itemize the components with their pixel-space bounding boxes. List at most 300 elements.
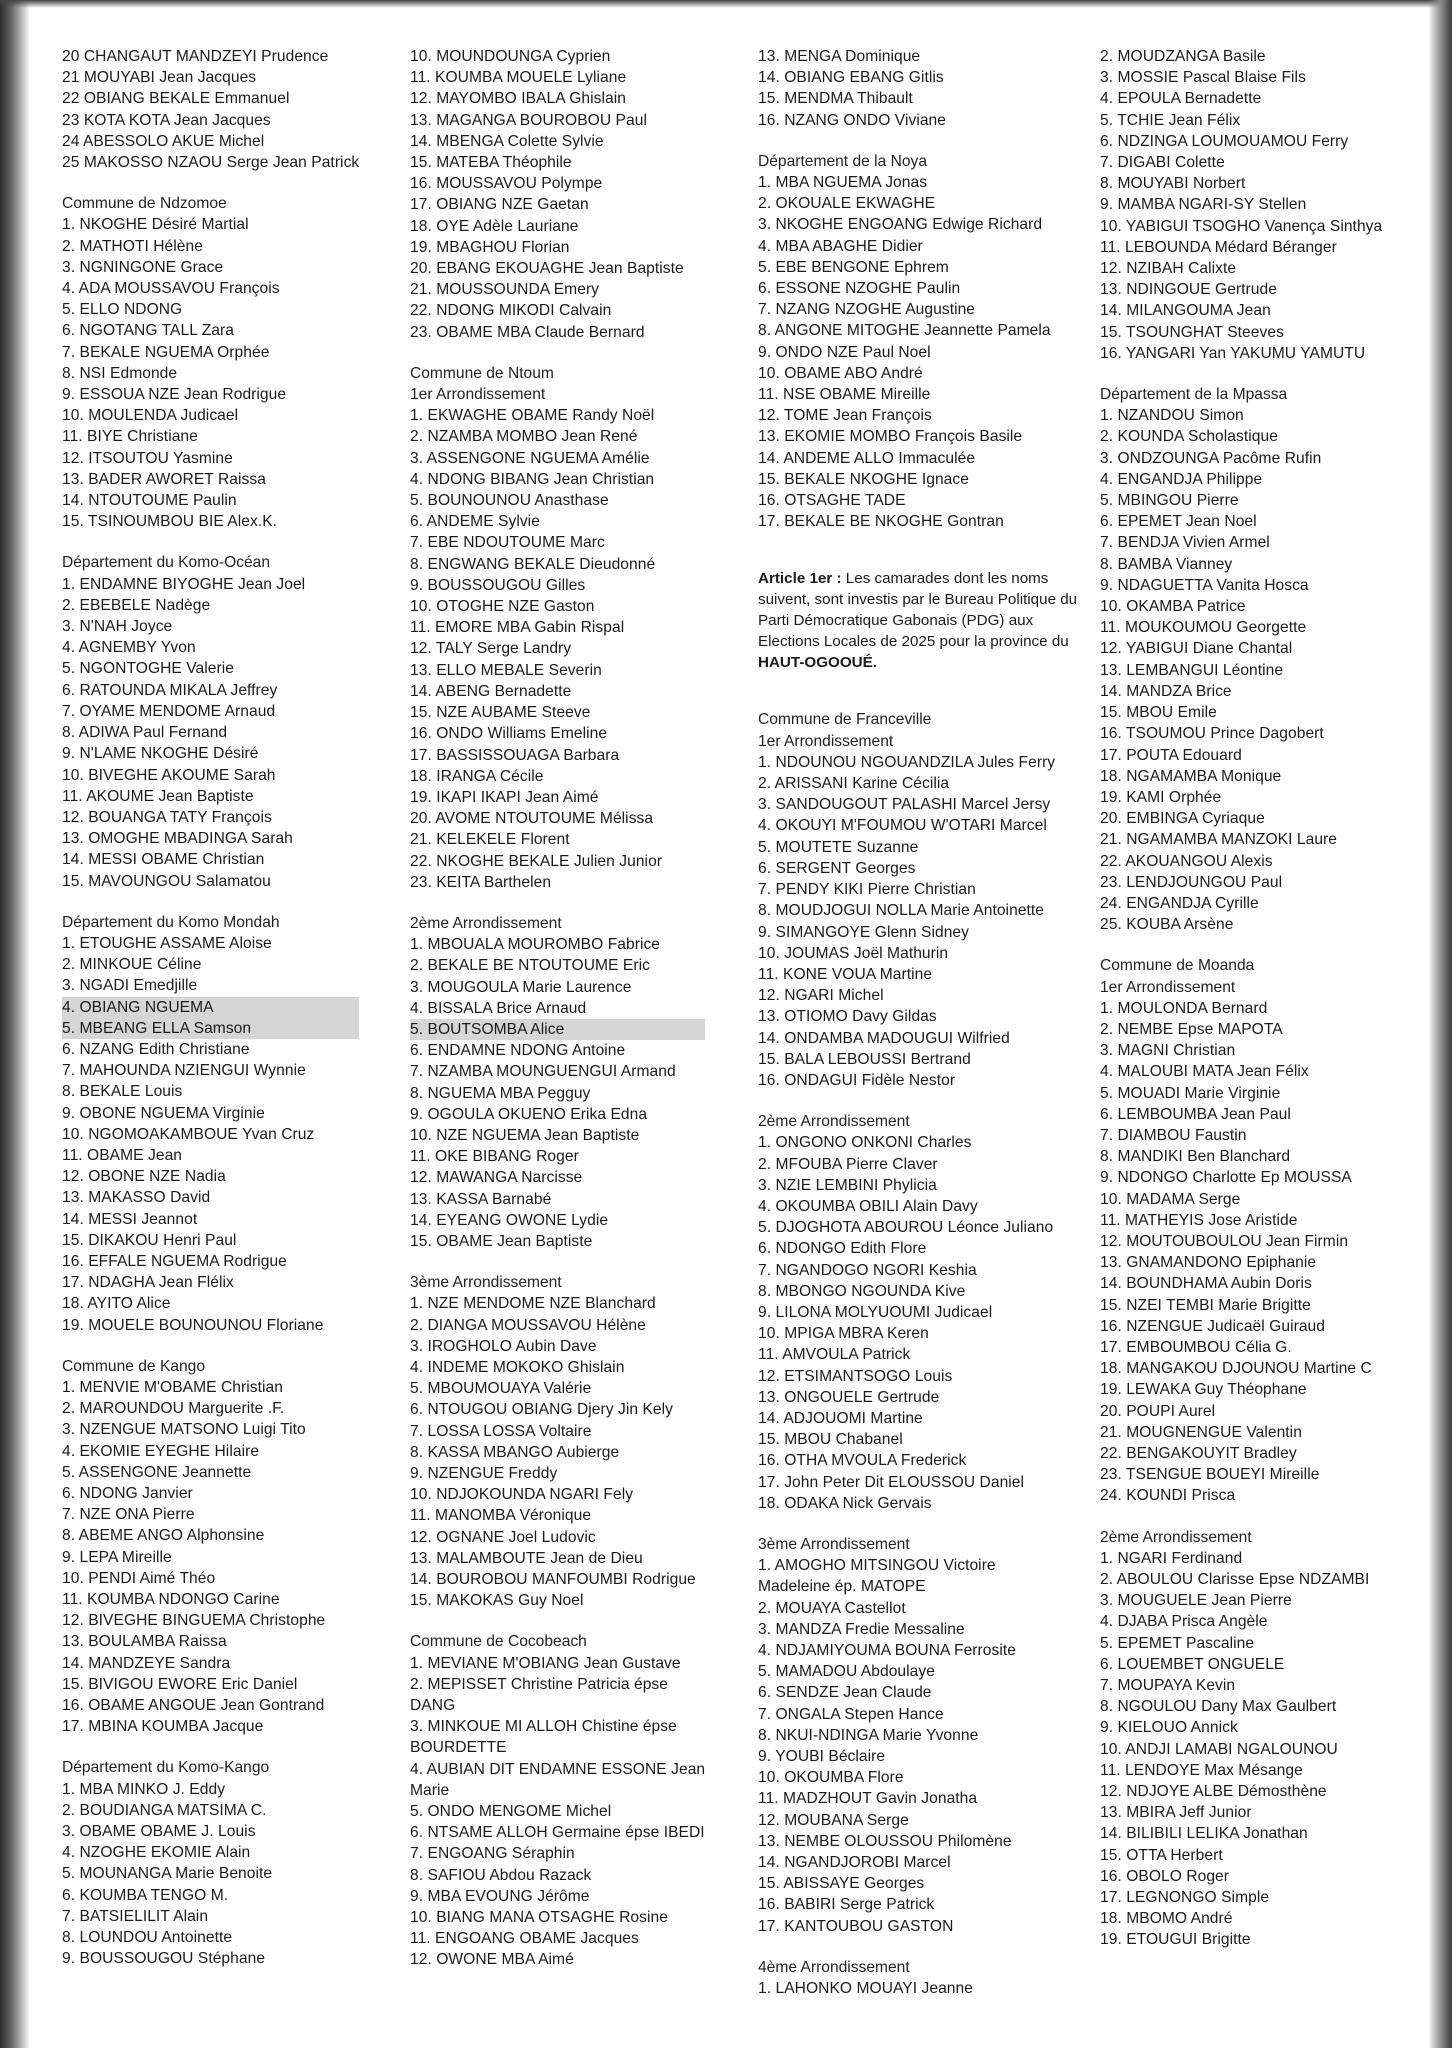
article-1-paragraph	[758, 568, 1078, 673]
candidate-entry: 14. ADJOUOMI Martine	[758, 1409, 923, 1427]
candidate-entry: 12. MAYOMBO IBALA Ghislain	[410, 90, 626, 108]
candidate-entry: 12. OBONE NZE Nadia	[62, 1168, 226, 1186]
candidate-entry: 1. AMOGHO MITSINGOU Victoire	[758, 1557, 996, 1575]
block-spacer	[1100, 1507, 1382, 1527]
candidate-entry: 9. MBA EVOUNG Jérôme	[410, 1887, 590, 1905]
candidate-entry: 7. LOSSA LOSSA Voltaire	[410, 1422, 592, 1440]
candidate-entry: 15. NZEI TEMBI Marie Brigitte	[1100, 1296, 1311, 1314]
candidate-entry: 19. MOUELE BOUNOUNOU Floriane	[62, 1316, 324, 1334]
candidate-entry: 18. IRANGA Cécile	[410, 767, 544, 785]
candidate-entry: 11. AMVOULA Patrick	[758, 1346, 911, 1364]
candidate-entry: 16. BABIRI Serge Patrick	[758, 1896, 935, 1914]
candidate-entry: 13. MENGA Dominique	[758, 48, 921, 65]
candidate-entry: 16. OBOLO Roger	[1100, 1867, 1230, 1885]
candidate-entry: 10. YABIGUI TSOGHO Vanença Sinthya	[1100, 217, 1383, 235]
candidate-entry: 8. MBONGO NGOUNDA Kive	[758, 1282, 966, 1300]
candidate-entry: 8. KASSA MBANGO Aubierge	[410, 1443, 620, 1461]
candidate-entry: 6. LOUEMBET ONGUELE	[1100, 1655, 1285, 1673]
block-spacer	[62, 173, 359, 193]
candidate-entry: 6. NTOUGOU OBIANG Djery Jin Kely	[410, 1401, 673, 1419]
candidate-entry: 4. ENGANDJA Philippe	[1100, 470, 1263, 488]
candidate-entry: 9. NZENGUE Freddy	[410, 1465, 558, 1482]
candidate-entry: 1. ONGONO ONKONI Charles	[758, 1134, 972, 1152]
candidate-entry: 6. NDONG Janvier	[62, 1485, 193, 1502]
candidate-entry: 23. OBAME MBA Claude Bernard	[410, 323, 645, 341]
candidate-entry: 2. NZAMBA MOMBO Jean René	[410, 428, 638, 446]
candidate-entry: 10. NZE NGUEMA Jean Baptiste	[410, 1126, 640, 1144]
candidate-entry: 5. ONDO MENGOME Michel	[410, 1803, 612, 1821]
candidate-entry: 1. MBOUALA MOUROMBO Fabrice	[410, 936, 661, 954]
candidate-entry: 12. NGARI Michel	[758, 987, 884, 1005]
candidate-entry: Marie	[410, 1781, 450, 1799]
section-heading: Commune de Kango	[62, 1357, 206, 1375]
list-block	[410, 1631, 705, 1970]
candidate-entry: 11. LEBOUNDA Médard Béranger	[1100, 238, 1337, 256]
block-spacer	[758, 1514, 1078, 1534]
candidate-entry: 10. NDJOKOUNDA NGARI Fely	[410, 1486, 634, 1504]
candidate-entry: 24 ABESSOLO AKUE Michel	[62, 132, 265, 150]
article-text: Les camarades dont les noms suivent, sont investis par le Bureau Politique du Parti Démocratique Gabonais (PDG) aux Elections Locales de 2025 pour la province du	[758, 570, 1078, 651]
candidate-entry: 11. OBAME Jean	[62, 1146, 183, 1164]
list-block	[1100, 955, 1382, 1506]
candidate-entry: 2. MEPISSET Christine Patricia épse	[410, 1675, 668, 1693]
candidate-entry: 2. MOUDZANGA Basile	[1100, 48, 1266, 65]
candidate-entry: 12. MOUTOUBOULOU Jean Firmin	[1100, 1232, 1349, 1250]
block-spacer	[410, 1252, 705, 1272]
block-spacer	[758, 1937, 1078, 1957]
candidate-entry: 16. NZENGUE Judicaël Guiraud	[1100, 1317, 1326, 1335]
candidate-entry: 14. EYEANG OWONE Lydie	[410, 1211, 609, 1229]
candidate-entry: 2. NEMBE Epse MAPOTA	[1100, 1020, 1283, 1038]
candidate-entry: 9. YOUBI Béclaire	[758, 1748, 886, 1766]
candidate-entry: 12. NZIBAH Calixte	[1100, 260, 1237, 278]
candidate-entry: 6. SERGENT Georges	[758, 859, 916, 877]
candidate-entry: 10. MPIGA MBRA Keren	[758, 1325, 929, 1343]
candidate-entry: 16. TSOUMOU Prince Dagobert	[1100, 725, 1324, 743]
list-block	[62, 193, 359, 532]
candidate-entry: 5. EPEMET Pascaline	[1100, 1634, 1255, 1652]
candidate-entry: 2. MATHOTI Hélène	[62, 237, 203, 255]
candidate-entry: 2. BOUDIANGA MATSIMA C.	[62, 1801, 267, 1819]
candidate-entry: 4. OBIANG NGUEMA	[62, 997, 359, 1018]
candidate-entry: 4. NZOGHE EKOMIE Alain	[62, 1844, 251, 1862]
candidate-entry: 8. MOUDJOGUI NOLLA Marie Antoinette	[758, 902, 1045, 920]
candidate-entry: 7. MOUPAYA Kevin	[1100, 1677, 1236, 1695]
block-spacer	[410, 343, 705, 363]
candidate-entry: 3. MAGNI Christian	[1100, 1042, 1236, 1060]
candidate-entry: 11. MADZHOUT Gavin Jonatha	[758, 1790, 978, 1808]
candidate-entry: 4. INDEME MOKOKO Ghislain	[410, 1358, 625, 1376]
candidate-entry: 9. NDONGO Charlotte Ep MOUSSA	[1100, 1169, 1352, 1187]
section-heading: Commune de Franceville	[758, 711, 932, 729]
candidate-entry: 21. KELEKELE Florent	[410, 831, 570, 849]
candidate-entry: 1. NKOGHE Désiré Martial	[62, 216, 249, 234]
candidate-entry: 16. YANGARI Yan YAKUMU YAMUTU	[1100, 344, 1366, 362]
candidate-entry: 20. EBANG EKOUAGHE Jean Baptiste	[410, 260, 684, 278]
section-subheading: 1er Arrondissement	[1100, 978, 1236, 996]
candidate-entry: 8. NGUEMA MBA Pegguy	[410, 1084, 591, 1102]
candidate-entry: 15. MBOU Chabanel	[758, 1431, 903, 1449]
candidate-entry: 5. MBEANG ELLA Samson	[62, 1018, 359, 1039]
candidate-entry: 24. KOUNDI Prisca	[1100, 1487, 1236, 1505]
candidate-entry: 20. EMBINGA Cyriaque	[1100, 810, 1265, 828]
candidate-entry: 8. NKUI-NDINGA Marie Yvonne	[758, 1726, 979, 1744]
candidate-entry: 3. OBAME OBAME J. Louis	[62, 1823, 256, 1841]
candidate-entry: 7. DIGABI Colette	[1100, 154, 1225, 172]
block-spacer	[1100, 935, 1382, 955]
candidate-entry: 4. OKOUYI M'FOUMOU W'OTARI Marcel	[758, 817, 1047, 835]
candidate-entry: 11. ENGOANG OBAME Jacques	[410, 1930, 639, 1948]
article-province: HAUT-OGOOUÉ.	[758, 654, 877, 672]
scan-top-edge	[0, 0, 1452, 8]
list-block	[758, 1957, 1078, 1999]
candidate-entry: 18. AYITO Alice	[62, 1295, 171, 1313]
candidate-entry: 8. MANDIKI Ben Blanchard	[1100, 1148, 1291, 1166]
candidate-entry: 12. NDJOYE ALBE Démosthène	[1100, 1783, 1327, 1801]
candidate-entry: 9. KIELOUO Annick	[1100, 1719, 1238, 1737]
block-spacer	[758, 689, 1078, 709]
candidate-entry: 2. ARISSANI Karine Cécilia	[758, 775, 950, 793]
candidate-entry: 19. KAMI Orphée	[1100, 788, 1222, 806]
candidate-entry: 5. DJOGHOTA ABOUROU Léonce Juliano	[758, 1219, 1054, 1237]
candidate-entry: 2. MOUAYA Castellot	[758, 1599, 906, 1617]
candidate-entry: 24. ENGANDJA Cyrille	[1100, 894, 1259, 912]
candidate-entry: 17. POUTA Edouard	[1100, 746, 1242, 764]
candidate-entry: 14. ANDEME ALLO Immaculée	[758, 449, 976, 467]
candidate-entry: 18. MANGAKOU DJOUNOU Martine C	[1100, 1360, 1372, 1378]
candidate-entry: 11. MANOMBA Véronique	[410, 1507, 592, 1525]
candidate-entry: 23 KOTA KOTA Jean Jacques	[62, 111, 271, 129]
candidate-entry: 10. BIVEGHE AKOUME Sarah	[62, 766, 276, 784]
candidate-entry: 6. EPEMET Jean Noel	[1100, 513, 1257, 531]
candidate-entry: 4. BISSALA Brice Arnaud	[410, 999, 587, 1017]
candidate-entry: 6. NDZINGA LOUMOUAMOU Ferry	[1100, 132, 1349, 150]
candidate-entry: 15. BALA LEBOUSSI Bertrand	[758, 1050, 971, 1068]
candidate-entry: 6. ANDEME Sylvie	[410, 513, 540, 531]
candidate-entry: 8. BEKALE Louis	[62, 1083, 183, 1101]
candidate-entry: 13. NEMBE OLOUSSOU Philomène	[758, 1832, 1012, 1850]
candidate-entry: 1. MENVIE M'OBAME Christian	[62, 1378, 283, 1396]
candidate-entry: 10. OBAME ABO André	[758, 364, 923, 382]
candidate-entry: 7. EBE NDOUTOUME Marc	[410, 534, 605, 552]
candidate-entry: 17. BEKALE BE NKOGHE Gontran	[758, 513, 1004, 531]
candidate-entry: 12. ETSIMANTSOGO Louis	[758, 1367, 953, 1385]
candidate-entry: 16. OTSAGHE TADE	[758, 492, 906, 510]
candidate-entry: 17. John Peter Dit ELOUSSOU Daniel	[758, 1473, 1025, 1491]
candidate-entry: 13. OMOGHE MBADINGA Sarah	[62, 830, 293, 848]
candidate-entry: 10. JOUMAS Joël Mathurin	[758, 944, 949, 962]
candidate-entry: 5. TCHIE Jean Félix	[1100, 111, 1241, 129]
candidate-entry: 13. ELLO MEBALE Severin	[410, 661, 602, 679]
list-block	[410, 46, 705, 343]
candidate-entry: 12. MAWANGA Narcisse	[410, 1169, 583, 1187]
candidate-entry: 19. MBAGHOU Florian	[410, 238, 570, 256]
candidate-entry: 25 MAKOSSO NZAOU Serge Jean Patrick	[62, 154, 360, 172]
candidate-entry: 14. MILANGOUMA Jean	[1100, 302, 1271, 320]
candidate-entry: 3. MANDZA Fredie Messaline	[758, 1620, 965, 1638]
section-heading: 3ème Arrondissement	[758, 1535, 910, 1553]
candidate-entry: 9. N'LAME NKOGHE Désiré	[62, 745, 259, 763]
block-spacer	[410, 893, 705, 913]
section-heading: Département du Komo Mondah	[62, 913, 280, 931]
candidate-entry: 9. OGOULA OKUENO Erika Edna	[410, 1105, 648, 1123]
candidate-entry: 19. LEWAKA Guy Théophane	[1100, 1381, 1307, 1399]
section-heading: 3ème Arrondissement	[410, 1274, 562, 1292]
candidate-entry: 5. BOUTSOMBA Alice	[410, 1019, 705, 1040]
candidate-entry: DANG	[410, 1697, 456, 1715]
candidate-entry: 2. ABOULOU Clarisse Epse NDZAMBI	[1100, 1571, 1370, 1589]
candidate-entry: 9. LILONA MOLYUOUMI Judicael	[758, 1303, 993, 1321]
block-spacer	[62, 892, 359, 912]
candidate-entry: 17. EMBOUMBOU Célia G.	[1100, 1338, 1292, 1356]
list-block	[62, 1356, 359, 1738]
list-block	[410, 1272, 705, 1611]
list-block	[62, 552, 359, 891]
candidate-entry: 12. MOUBANA Serge	[758, 1811, 909, 1829]
candidate-entry: 2. MAROUNDOU Marguerite .F.	[62, 1400, 285, 1418]
candidate-entry: 17. NDAGHA Jean Flélix	[62, 1274, 234, 1292]
candidate-entry: 8. SAFIOU Abdou Razack	[410, 1866, 592, 1884]
section-heading: Département de la Mpassa	[1100, 386, 1288, 404]
candidate-entry: 5. ASSENGONE Jeannette	[62, 1463, 252, 1481]
candidate-entry: 21. MOUSSOUNDA Emery	[410, 281, 600, 299]
candidate-entry: 14. NTOUTOUME Paulin	[62, 492, 237, 510]
candidate-entry: 11. KONE VOUA Martine	[758, 965, 933, 983]
candidate-entry: 11. EMORE MBA Gabin Rispal	[410, 619, 625, 637]
candidate-entry: 7. NZE ONA Pierre	[62, 1506, 195, 1524]
candidate-entry: 13. BADER AWORET Raissa	[62, 470, 266, 488]
candidate-entry: 2. MFOUBA Pierre Claver	[758, 1155, 938, 1173]
candidate-entry: 12. BOUANGA TATY François	[62, 808, 272, 826]
candidate-entry: 5. ELLO NDONG	[62, 301, 183, 319]
candidate-entry: 3. MOSSIE Pascal Blaise Fils	[1100, 69, 1306, 87]
candidate-entry: 4. AUBIAN DIT ENDAMNE ESSONE Jean	[410, 1760, 706, 1778]
candidate-entry: 9. LEPA Mireille	[62, 1548, 172, 1566]
candidate-entry: 10. MADAMA Serge	[1100, 1190, 1241, 1208]
candidate-entry: 13. MAKASSO David	[62, 1189, 211, 1207]
section-heading: Commune de Ndzomoe	[62, 195, 227, 213]
candidate-entry: 21. NGAMAMBA MANZOKI Laure	[1100, 831, 1338, 849]
block-spacer	[1100, 364, 1382, 384]
candidate-entry: 1. NZE MENDOME NZE Blanchard	[410, 1295, 656, 1313]
candidate-entry: 20. POUPI Aurel	[1100, 1402, 1216, 1420]
candidate-entry: 14. MBENGA Colette Sylvie	[410, 132, 604, 150]
section-heading: Commune de Ntoum	[410, 364, 554, 382]
candidate-entry: Madeleine ép. MATOPE	[758, 1578, 926, 1596]
candidate-entry: 11. KOUMBA MOUELE Lyliane	[410, 69, 627, 87]
candidate-entry: 1. MEVIANE M'OBIANG Jean Gustave	[410, 1654, 681, 1672]
candidate-entry: 14. OBIANG EBANG Gitlis	[758, 69, 944, 87]
block-spacer	[758, 1091, 1078, 1111]
candidate-entry: 13. MBIRA Jeff Junior	[1100, 1804, 1252, 1822]
candidate-entry: 10. OTOGHE NZE Gaston	[410, 598, 595, 616]
candidate-entry: 7. BATSIELILIT Alain	[62, 1907, 209, 1925]
candidate-entry: 10. PENDI Aimé Théo	[62, 1569, 216, 1587]
candidate-entry: 13. KASSA Barnabé	[410, 1190, 552, 1208]
section-heading: 2ème Arrondissement	[1100, 1528, 1252, 1546]
candidate-entry: 6. LEMBOUMBA Jean Paul	[1100, 1105, 1291, 1123]
candidate-entry: 6. NTSAME ALLOH Germaine épse IBEDI	[410, 1824, 705, 1842]
section-heading: Département du Komo-Kango	[62, 1759, 270, 1777]
candidate-entry: 22 OBIANG BEKALE Emmanuel	[62, 90, 290, 108]
candidate-entry: 11. AKOUME Jean Baptiste	[62, 787, 254, 805]
candidate-entry: 11. LENDOYE Max Mésange	[1100, 1761, 1303, 1779]
candidate-entry: 23. LENDJOUNGOU Paul	[1100, 873, 1283, 891]
list-block	[1100, 1527, 1382, 1951]
list-block	[758, 46, 1078, 131]
candidate-entry: 1. MBA NGUEMA Jonas	[758, 174, 928, 192]
candidate-entry: 10. MOUNDOUNGA Cyprien	[410, 48, 611, 65]
candidate-entry: 14. NGANDJOROBI Marcel	[758, 1854, 951, 1872]
candidate-entry: 7. ONGALA Stepen Hance	[758, 1705, 944, 1723]
list-block	[758, 1534, 1078, 1937]
candidate-entry: 6. KOUMBA TENGO M.	[62, 1886, 229, 1904]
candidate-entry: 6. NDONGO Edith Flore	[758, 1240, 927, 1258]
candidate-entry: 8. BAMBA Vianney	[1100, 555, 1233, 573]
candidate-entry: 17. KANTOUBOU GASTON	[758, 1917, 954, 1935]
candidate-entry: 17. MBINA KOUMBA Jacque	[62, 1718, 264, 1736]
candidate-entry: 3. NKOGHE ENGOANG Edwige Richard	[758, 216, 1043, 234]
list-block	[410, 913, 705, 1252]
candidate-entry: 17. LEGNONGO Simple	[1100, 1889, 1270, 1907]
candidate-entry: 13. BOULAMBA Raissa	[62, 1633, 227, 1651]
candidate-entry: 19. ETOUGUI Brigitte	[1100, 1931, 1251, 1949]
candidate-entry: 16. MOUSSAVOU Polympe	[410, 175, 603, 193]
block-spacer	[62, 1737, 359, 1757]
candidate-entry: 1. LAHONKO MOUAYI Jeanne	[758, 1980, 973, 1998]
candidate-entry: 7. NZANG NZOGHE Augustine	[758, 301, 976, 319]
candidate-entry: 3. ONDZOUNGA Pacôme Rufin	[1100, 449, 1322, 467]
candidate-entry: 15. BEKALE NKOGHE Ignace	[758, 470, 969, 488]
candidate-entry: 5. MBOUMOUAYA Valérie	[410, 1380, 592, 1398]
candidate-entry: 1. ENDAMNE BIYOGHE Jean Joel	[62, 575, 306, 593]
candidate-entry: 9. BOUSSOUGOU Stéphane	[62, 1950, 266, 1968]
candidate-entry: 5. EBE BENGONE Ephrem	[758, 258, 949, 276]
candidate-entry: 13. ONGOUELE Gertrude	[758, 1388, 940, 1406]
candidate-entry: 15. ABISSAYE Georges	[758, 1875, 925, 1893]
candidate-entry: 4. OKOUMBA OBILI Alain Davy	[758, 1197, 978, 1215]
section-heading: Département du Komo-Océan	[62, 554, 271, 572]
candidate-entry: 7. ENGOANG Séraphin	[410, 1845, 575, 1863]
candidate-entry: 6. ESSONE NZOGHE Paulin	[758, 280, 961, 298]
list-block	[758, 1111, 1078, 1514]
candidate-entry: 5. BOUNOUNOU Anasthase	[410, 492, 609, 510]
candidate-entry: 8. LOUNDOU Antoinette	[62, 1929, 233, 1947]
candidate-entry: 9. SIMANGOYE Glenn Sidney	[758, 923, 969, 941]
section-heading: 2ème Arrondissement	[758, 1113, 910, 1131]
candidate-entry: 7. OYAME MENDOME Arnaud	[62, 702, 276, 720]
candidate-entry: 4. DJABA Prisca Angèle	[1100, 1613, 1268, 1631]
candidate-entry: 14. MESSI OBAME Christian	[62, 851, 265, 869]
candidate-entry: 6. NGOTANG TALL Zara	[62, 322, 234, 340]
candidate-entry: 15. DIKAKOU Henri Paul	[62, 1231, 237, 1249]
candidate-entry: 8. MOUYABI Norbert	[1100, 175, 1246, 193]
article-label: Article 1er :	[758, 570, 842, 588]
candidate-entry: 10. MOULENDA Judicael	[62, 407, 239, 425]
candidate-entry: 11. KOUMBA NDONGO Carine	[62, 1591, 280, 1609]
candidate-entry: 15. MAVOUNGOU Salamatou	[62, 872, 271, 890]
candidate-entry: 15. MBOU Emile	[1100, 704, 1217, 722]
candidate-entry: 8. ABEME ANGO Alphonsine	[62, 1527, 265, 1545]
candidate-entry: 20. AVOME NTOUTOUME Mélissa	[410, 810, 654, 828]
candidate-entry: 6. NZANG Edith Christiane	[62, 1040, 250, 1058]
candidate-entry: 4. MALOUBI MATA Jean Félix	[1100, 1063, 1309, 1081]
list-block	[1100, 384, 1382, 935]
candidate-entry: 9. NDAGUETTA Vanita Hosca	[1100, 576, 1309, 594]
candidate-entry: 7. BENDJA Vivien Armel	[1100, 534, 1270, 552]
candidate-entry: 3. MINKOUE MI ALLOH Chistine épse	[410, 1718, 677, 1736]
candidate-entry: 3. NGNINGONE Grace	[62, 258, 224, 276]
candidate-entry: 7. MAHOUNDA NZIENGUI Wynnie	[62, 1062, 306, 1080]
candidate-entry: 4. ADA MOUSSAVOU François	[62, 280, 280, 298]
candidate-entry: 12. OWONE MBA Aimé	[410, 1951, 574, 1969]
candidate-entry: 12. BIVEGHE BINGUEMA Christophe	[62, 1612, 326, 1630]
candidate-entry: 11. BIYE Christiane	[62, 428, 198, 446]
candidate-entry: 2. DIANGA MOUSSAVOU Hélène	[410, 1316, 646, 1334]
candidate-entry: 12. TOME Jean François	[758, 407, 932, 425]
candidate-entry: 1. NGARI Ferdinand	[1100, 1549, 1243, 1567]
candidate-entry: 16. OBAME ANGOUE Jean Gontrand	[62, 1697, 325, 1715]
candidate-entry: 14. BOUROBOU MANFOUMBI Rodrigue	[410, 1571, 696, 1589]
candidate-entry: 4. NDJAMIYOUMA BOUNA Ferrosite	[758, 1642, 1016, 1659]
candidate-entry: 14. ABENG Bernadette	[410, 682, 572, 700]
block-spacer	[62, 1336, 359, 1356]
candidate-entry: 5. MBINGOU Pierre	[1100, 492, 1239, 510]
candidate-entry: 16. ONDO Williams Emeline	[410, 725, 608, 743]
candidate-entry: 8. NGOULOU Dany Max Gaulbert	[1100, 1698, 1337, 1716]
candidate-entry: 5. MOUNANGA Marie Benoite	[62, 1865, 273, 1883]
candidate-entry: 11. MOUKOUMOU Georgette	[1100, 619, 1307, 637]
candidate-entry: 13. GNAMANDONO Epiphanie	[1100, 1254, 1317, 1272]
candidate-entry: 6. RATOUNDA MIKALA Jeffrey	[62, 681, 278, 699]
candidate-entry: 7. NZAMBA MOUNGUENGUI Armand	[410, 1063, 676, 1081]
candidate-entry: 9. MAMBA NGARI-SY Stellen	[1100, 196, 1307, 214]
candidate-entry: 15. BIVIGOU EWORE Eric Daniel	[62, 1675, 298, 1693]
list-block	[410, 363, 705, 893]
column-2	[410, 46, 705, 1971]
candidate-entry: 11. NSE OBAME Mireille	[758, 386, 931, 404]
candidate-entry: 8. ADIWA Paul Fernand	[62, 724, 228, 742]
candidate-entry: 3. NGADI Emedjille	[62, 977, 198, 995]
candidate-entry: 18. OYE Adèle Lauriane	[410, 217, 579, 235]
candidate-entry: 10. ANDJI LAMABI NGALOUNOU	[1100, 1740, 1338, 1758]
candidate-entry: 13. MAGANGA BOUROBOU Paul	[410, 111, 647, 129]
candidate-entry: 21 MOUYABI Jean Jacques	[62, 69, 257, 87]
candidate-entry: 1. ETOUGHE ASSAME Aloise	[62, 934, 272, 952]
candidate-entry: 9. ESSOUA NZE Jean Rodrigue	[62, 386, 287, 404]
candidate-entry: 14. MANDZA Brice	[1100, 682, 1232, 700]
candidate-entry: 10. OKAMBA Patrice	[1100, 598, 1246, 616]
candidate-entry: 12. ITSOUTOU Yasmine	[62, 449, 233, 467]
candidate-entry: 7. PENDY KIKI Pierre Christian	[758, 881, 976, 899]
list-block	[62, 1757, 359, 1969]
candidate-entry: 1. EKWAGHE OBAME Randy Noël	[410, 407, 655, 425]
column-3	[758, 46, 1078, 1999]
candidate-entry: 21. MOUGNENGUE Valentin	[1100, 1423, 1302, 1441]
candidate-entry: 25. KOUBA Arsène	[1100, 916, 1234, 934]
candidate-entry: 8. ENGWANG BEKALE Dieudonné	[410, 555, 656, 573]
candidate-entry: 2. KOUNDA Scholastique	[1100, 428, 1278, 446]
section-subheading: 1er Arrondissement	[410, 386, 546, 404]
candidate-entry: 1. MOULONDA Bernard	[1100, 999, 1268, 1017]
section-subheading: 1er Arrondissement	[758, 732, 894, 750]
candidate-entry: 8. NSI Edmonde	[62, 364, 178, 382]
candidate-entry: 13. LEMBANGUI Léontine	[1100, 661, 1284, 679]
candidate-entry: 11. OKE BIBANG Roger	[410, 1148, 579, 1166]
candidate-entry: 13. MALAMBOUTE Jean de Dieu	[410, 1549, 643, 1567]
candidate-entry: 14. MANDZEYE Sandra	[62, 1654, 231, 1672]
block-spacer	[410, 1611, 705, 1631]
